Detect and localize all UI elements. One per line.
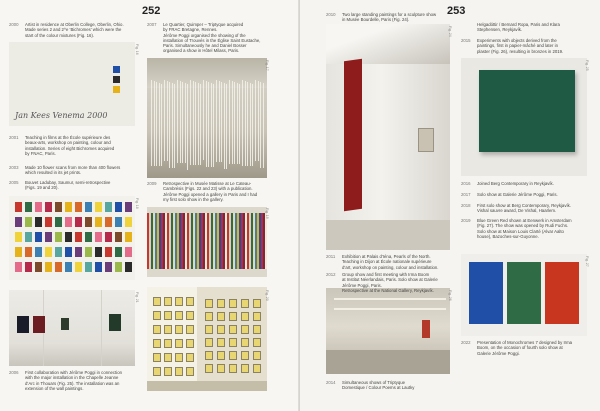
yellow-work <box>186 353 194 362</box>
colour-swatch <box>45 202 52 212</box>
yellow-work <box>241 338 249 347</box>
yellow-work <box>205 364 213 373</box>
wall-edge <box>101 290 102 366</box>
drawing-signature: Jan Kees Venema 2000 <box>15 111 108 120</box>
space-floor <box>326 350 450 374</box>
yellow-work <box>217 338 225 347</box>
entry-year: 2018 <box>461 203 471 208</box>
colour-swatch <box>65 202 72 212</box>
hanging-string <box>206 81 207 167</box>
yellow-work <box>186 339 194 348</box>
photo-church-installation <box>147 58 267 178</box>
colour-swatch <box>115 217 122 227</box>
colour-swatch <box>105 232 112 242</box>
yellow-square <box>113 86 120 93</box>
hanging-string <box>164 80 165 161</box>
colour-swatch <box>65 217 72 227</box>
colour-swatch <box>45 217 52 227</box>
black-square <box>113 76 120 83</box>
colour-swatch <box>15 247 22 257</box>
large-red-painting <box>344 59 362 212</box>
hanging-string <box>252 84 253 166</box>
yellow-work <box>217 351 225 360</box>
colour-swatch <box>25 217 32 227</box>
entry-year: 2015 <box>461 38 471 43</box>
hanging-string <box>237 83 238 164</box>
monochrome-blue <box>469 262 503 324</box>
photo-room-yellow-works <box>147 287 267 391</box>
entry-text: Presentation of Monochromes 7 designed by Irma Boom, on the occasion of fourth solo show at Galerie Jérôme Poggi. <box>477 340 573 356</box>
green-painting <box>479 70 575 152</box>
hanging-string <box>224 83 225 169</box>
yellow-work <box>153 297 161 306</box>
entry-text: Simultaneous shows of Triptyque Domestique / Colour Poems at Lautky <box>342 380 415 391</box>
yellow-work <box>253 351 261 360</box>
colour-swatch <box>55 232 62 242</box>
yellow-work <box>205 325 213 334</box>
hanging-string <box>229 80 230 164</box>
colour-swatch <box>105 247 112 257</box>
hanging-string <box>242 80 243 166</box>
colour-swatch <box>75 217 82 227</box>
entry-text: Le Quartier, Quimper – Triptyque acquired by FRAC Bretagne, Rennes. Jérôme Poggi organised the showing of the installation of Trouvés in the Église Saint Eustache, Paris. Simultaneously he and Daniel Bosser organised a show in Hôtel Milass, Paris. <box>163 22 261 54</box>
colour-swatch <box>95 217 102 227</box>
timeline-entry <box>326 380 454 391</box>
fig-label: Fig. 20 <box>265 290 269 301</box>
hanging-string <box>154 81 155 166</box>
timeline-entry <box>147 22 275 56</box>
entry-year: 2001 <box>9 135 19 140</box>
hanging-string <box>187 84 188 170</box>
right-page-number: 253 <box>447 5 466 17</box>
colour-swatch <box>15 232 22 242</box>
entry-text: Bouvet Ladubay, Saumur, semi-retrospective (Figs. 19 and 20). <box>25 180 111 191</box>
entry-year: 2003 <box>9 165 19 170</box>
colour-swatch <box>75 247 82 257</box>
entry-year: 2014 <box>326 380 336 385</box>
yellow-work <box>229 325 237 334</box>
timeline-entry <box>9 180 137 191</box>
yellow-work <box>241 299 249 308</box>
hanging-string <box>151 80 152 166</box>
blue-square <box>113 66 120 73</box>
entry-text: Exhibition at Palais d’Iéna, Pearls of the North. Teaching in Dijon at École nationale supérieure d’art, workshop on painting, colour and installation. <box>342 254 439 270</box>
colour-swatch <box>75 232 82 242</box>
hanging-string <box>172 83 173 168</box>
left-page-number: 252 <box>142 5 161 17</box>
colour-swatch <box>85 247 92 257</box>
hanging-string <box>161 84 162 166</box>
yellow-work <box>253 364 261 373</box>
colour-swatch <box>55 262 62 272</box>
colour-swatch <box>85 202 92 212</box>
yellow-work <box>229 299 237 308</box>
light-beam <box>334 298 446 300</box>
painting-navy <box>17 316 29 333</box>
yellow-work <box>164 339 172 348</box>
yellow-work <box>253 312 261 321</box>
colour-swatch <box>15 202 22 212</box>
colour-swatch <box>65 232 72 242</box>
yellow-work <box>217 299 225 308</box>
hanging-string <box>211 83 212 167</box>
colour-swatch <box>25 232 32 242</box>
timeline-entry <box>461 340 589 357</box>
yellow-work <box>164 297 172 306</box>
yellow-work <box>164 353 172 362</box>
colour-swatch <box>125 262 132 272</box>
colour-swatch <box>35 262 42 272</box>
colour-swatch <box>55 202 62 212</box>
monochrome-red <box>545 262 579 324</box>
colour-swatch <box>65 262 72 272</box>
hanging-string <box>219 81 220 162</box>
yellow-work <box>175 339 183 348</box>
yellow-work <box>241 351 249 360</box>
colour-swatch <box>35 232 42 242</box>
entry-text: Teaching in films at the École supérieure des beaux-arts, workshop on painting, colour and installation. Series of eight Bichromes acquired by FNAC, Paris. <box>25 135 115 156</box>
yellow-work <box>217 325 225 334</box>
yellow-work <box>229 351 237 360</box>
hanging-string <box>182 82 183 163</box>
timeline-entry <box>461 192 589 198</box>
hanging-string <box>250 83 251 166</box>
timeline-entry <box>147 181 275 203</box>
colour-swatch <box>55 247 62 257</box>
colour-swatch <box>85 232 92 242</box>
hanging-string <box>167 81 168 161</box>
colour-swatch <box>95 247 102 257</box>
yellow-work <box>253 338 261 347</box>
stripe <box>265 213 267 269</box>
entry-text: Blue Green Red shown at Eenwerk in Amsterdam (Fig. 27). The show was opened by Rudi Fuchs. Solo show at Maison Louis Clarté (Alvar Aalto house), Bazoches-sur-Guyonne. <box>477 218 572 239</box>
hanging-string <box>190 80 191 165</box>
yellow-work <box>241 325 249 334</box>
hanging-string <box>213 84 214 167</box>
colour-swatch <box>25 202 32 212</box>
fig-label: Fig. 25 <box>585 60 589 71</box>
colour-swatch <box>15 262 22 272</box>
hanging-string <box>180 81 181 163</box>
entry-text: Experiments with objects derived from the paintings, first in papier-mâché and later in plaster (Fig. 26), resulting in bronzes in 2019. <box>477 38 564 54</box>
timeline-entry <box>461 218 589 240</box>
ceiling <box>326 24 450 64</box>
yellow-work <box>153 339 161 348</box>
painting-red <box>33 316 45 333</box>
colour-swatch <box>65 247 72 257</box>
hanging-string <box>226 84 227 169</box>
timeline-entry <box>461 38 589 55</box>
yellow-work <box>175 353 183 362</box>
yellow-work <box>186 311 194 320</box>
yellow-work <box>229 364 237 373</box>
entry-year: 2019 <box>461 218 471 223</box>
photo-gallery-monochromes <box>9 290 135 366</box>
hanging-string <box>198 83 199 165</box>
hanging-string <box>195 82 196 165</box>
hanging-string <box>255 80 256 161</box>
hanging-string <box>193 81 194 165</box>
entry-year: 2007 <box>147 22 157 27</box>
colour-swatch <box>105 217 112 227</box>
colour-swatch <box>95 262 102 272</box>
hanging-string <box>263 83 264 168</box>
hanging-string <box>234 82 235 164</box>
small-red-work <box>422 320 430 338</box>
yellow-work <box>205 338 213 347</box>
entry-text: Two large standing paintings for a sculpture show in Musée Bourdelle, Paris (Fig. 24). <box>342 12 437 23</box>
photo-three-monochromes <box>461 254 587 336</box>
yellow-work <box>241 312 249 321</box>
hanging-string <box>247 82 248 166</box>
timeline-entry <box>461 181 589 187</box>
timeline-entry <box>9 370 137 394</box>
fig-label: Fig. 16 <box>135 44 139 55</box>
niche-sculpture <box>418 128 434 152</box>
entry-year: 2011 <box>326 254 336 259</box>
entry-text: Retrospective in Musée Matisse at Le Cateau- Cambrésis (Figs. 22 and 23) with a publication. Jérôme Poggi opened a gallery in Paris and I had my first solo show in the gallery. <box>163 181 258 202</box>
colour-swatch <box>95 232 102 242</box>
colour-swatch <box>115 232 122 242</box>
yellow-work <box>164 325 172 334</box>
hanging-string <box>245 81 246 166</box>
hanging-string <box>239 84 240 164</box>
hanging-string <box>260 82 261 168</box>
light-beam <box>334 308 446 310</box>
yellow-work <box>186 367 194 376</box>
entry-year: 2017 <box>461 192 471 197</box>
fig-label: Fig. 26 <box>448 290 452 301</box>
museum-floor <box>326 220 450 250</box>
entry-year: 2012 <box>326 272 336 277</box>
colour-swatch <box>125 217 132 227</box>
entry-year: 2006 <box>9 370 19 375</box>
entry-text: Group show and first meeting with Irma Boom at Institut Néerlandais, Paris. Solo show at Galerie Jérôme Poggi, Paris. Retrospective at the National Gallery, Reykjavík. <box>342 272 438 293</box>
colour-swatch <box>35 202 42 212</box>
photo-museum-red-painting <box>326 24 450 250</box>
colour-swatch <box>85 217 92 227</box>
hanging-string <box>203 80 204 160</box>
yellow-work <box>217 364 225 373</box>
yellow-work <box>241 364 249 373</box>
entry-year: 2005 <box>9 180 19 185</box>
hanging-string <box>208 82 209 167</box>
colour-swatch <box>35 247 42 257</box>
yellow-work <box>175 311 183 320</box>
yellow-work <box>186 297 194 306</box>
painting-far <box>61 318 69 330</box>
floor <box>147 381 267 391</box>
colour-swatch <box>25 262 32 272</box>
entry-text: Helgadóttir / Bernard Ropa, Paris and Klara Stephensen, Reykjavík. <box>477 22 560 33</box>
hanging-string <box>177 80 178 163</box>
yellow-work <box>175 297 183 306</box>
yellow-work <box>205 299 213 308</box>
yellow-work <box>229 312 237 321</box>
entry-text: Joined Berg Contemporary in Reykjavík. <box>477 181 554 186</box>
timeline-entry <box>9 135 137 157</box>
yellow-work <box>153 311 161 320</box>
yellow-work <box>205 351 213 360</box>
yellow-work <box>205 312 213 321</box>
timeline-entry <box>326 12 454 23</box>
photo-ceiling-space <box>326 288 450 374</box>
colour-swatch <box>85 262 92 272</box>
yellow-work <box>175 325 183 334</box>
colour-swatch <box>125 202 132 212</box>
entry-year: 2009 <box>147 181 157 186</box>
hanging-string <box>232 81 233 164</box>
colour-swatch <box>15 217 22 227</box>
fig-label: Fig. 27 <box>585 256 589 267</box>
colour-swatch <box>95 202 102 212</box>
colour-swatch <box>75 262 82 272</box>
yellow-work <box>153 367 161 376</box>
colour-swatch <box>105 262 112 272</box>
entry-text: First solo show at Berg Contemporary, Reykjavík. Vishal sauvre award, De Vishal, Haarlem. <box>477 203 572 214</box>
photo-colour-grid <box>9 196 135 280</box>
colour-swatch <box>115 262 122 272</box>
yellow-work <box>229 338 237 347</box>
colour-swatch <box>125 232 132 242</box>
colour-swatch <box>115 202 122 212</box>
hanging-string <box>169 82 170 168</box>
timeline-entry <box>461 203 589 214</box>
timeline-entry <box>326 272 454 293</box>
fig-label: Fig. 24 <box>448 26 452 37</box>
yellow-work <box>153 325 161 334</box>
colour-swatch <box>105 202 112 212</box>
yellow-work <box>253 299 261 308</box>
yellow-work <box>253 325 261 334</box>
colour-swatch <box>115 247 122 257</box>
yellow-work <box>164 311 172 320</box>
yellow-work <box>217 312 225 321</box>
entry-year: 2022 <box>461 340 471 345</box>
fig-label: Fig. 19 <box>265 208 269 219</box>
entry-text: First collaboration with Jérôme Poggi in connection with the major installation in the Chapelle Jeanne d’Arc in Thouars (Fig. 25). The installation was an extension of the wall paintings. <box>25 370 122 391</box>
colour-swatch <box>45 232 52 242</box>
timeline-entry <box>9 165 137 176</box>
colour-swatch <box>55 217 62 227</box>
photo-striped-installation <box>147 207 267 277</box>
entry-text: Made 10 flower scans from more than 400 flowers which resulted in its jet prints. <box>25 165 121 176</box>
yellow-work <box>153 353 161 362</box>
photo-green-painting <box>461 58 587 176</box>
hanging-string <box>258 81 259 161</box>
yellow-work <box>164 367 172 376</box>
colour-swatch <box>125 247 132 257</box>
entry-text: Solo show at Galerie Jérôme Poggi, Paris. <box>477 192 558 197</box>
hanging-string <box>221 82 222 162</box>
hanging-string <box>216 80 217 162</box>
photo-drawing-on-paper <box>9 42 135 126</box>
entry-text: Artist in residence at Oberlin College, Oberlin, Ohio. Made series 2 and 2^e ‘Bichromes’ which were the start of the colour mixtures (Fig. 16). <box>25 22 124 38</box>
hanging-string <box>159 83 160 166</box>
yellow-work <box>186 325 194 334</box>
timeline-entry <box>461 22 589 33</box>
colour-swatch <box>45 262 52 272</box>
entry-year: 2000 <box>9 22 19 27</box>
entry-year: 2016 <box>461 181 471 186</box>
timeline-entry <box>9 22 137 40</box>
hanging-string <box>156 82 157 166</box>
colour-swatch <box>35 217 42 227</box>
hanging-string <box>185 83 186 163</box>
monochrome-green <box>507 262 541 324</box>
entry-year: 2010 <box>326 12 336 17</box>
colour-swatch <box>75 202 82 212</box>
hanging-string <box>200 84 201 165</box>
fig-label: Fig. 18 <box>135 198 139 209</box>
colour-swatch <box>25 247 32 257</box>
fig-label: Fig. 21 <box>135 292 139 303</box>
timeline-entry <box>326 254 454 271</box>
colour-swatch <box>45 247 52 257</box>
painting-green <box>109 314 121 331</box>
hanging-string <box>174 84 175 168</box>
fig-label: Fig. 17 <box>265 60 269 71</box>
yellow-work <box>175 367 183 376</box>
